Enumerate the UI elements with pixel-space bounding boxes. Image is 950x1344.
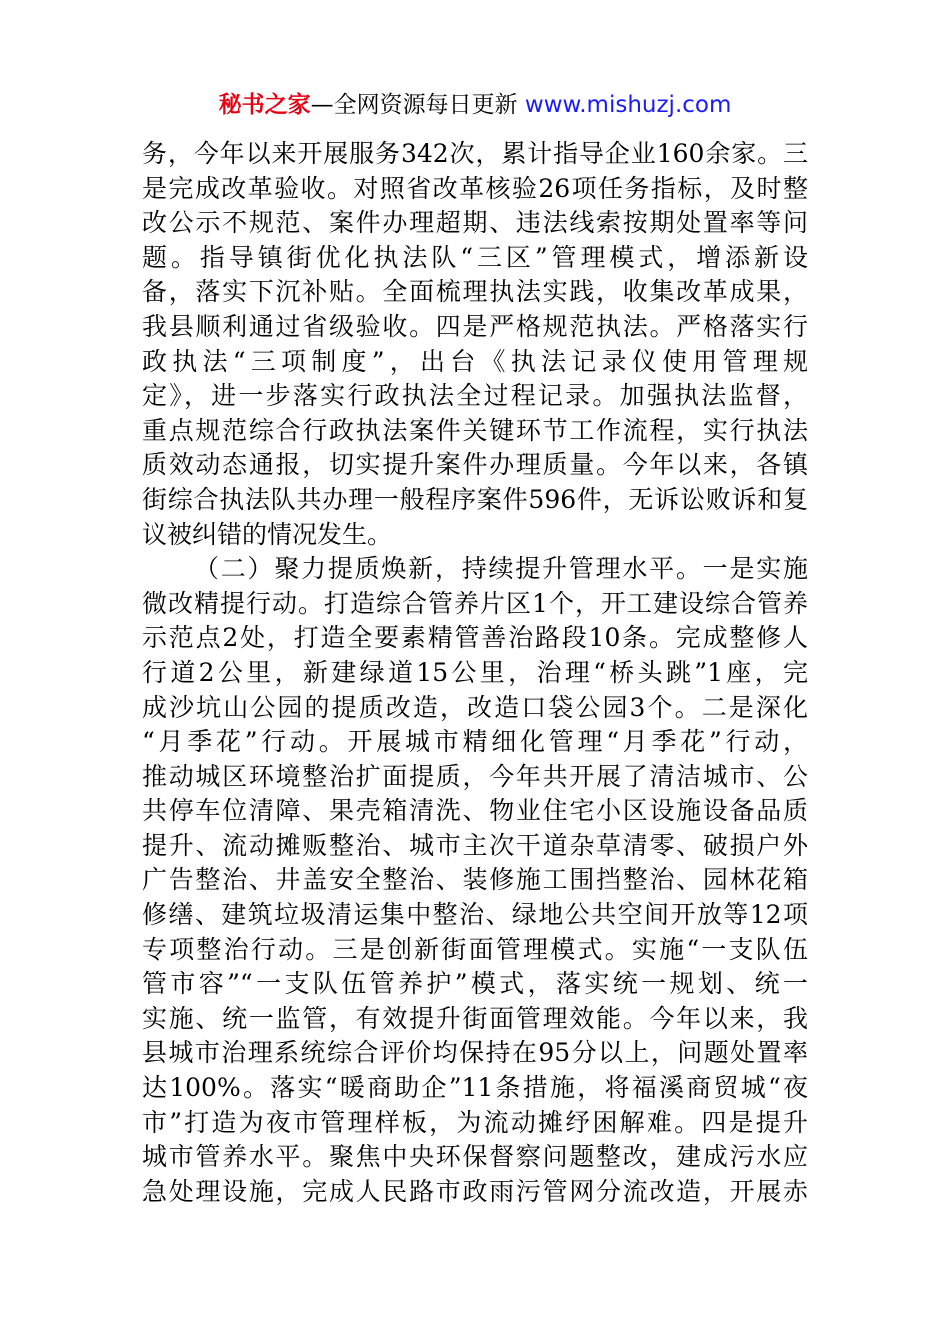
body-line: 共停车位清障、果壳箱清洗、物业住宅小区设施设备品质 bbox=[142, 796, 808, 826]
body-line: 重点规范综合行政执法案件关键环节工作流程，实行执法 bbox=[142, 415, 808, 445]
document-body bbox=[142, 137, 808, 1209]
body-line: 急处理设施，完成人民路市政雨污管网分流改造，开展赤 bbox=[142, 1176, 808, 1206]
body-line: 定》，进一步落实行政执法全过程记录。加强执法监督， bbox=[142, 381, 808, 411]
section-heading-line: （二）聚力提质焕新，持续提升管理水平。一是实施 bbox=[194, 554, 808, 584]
body-line: 修缮、建筑垃圾清运集中整治、绿地公共空间开放等12项 bbox=[142, 900, 808, 930]
body-line: 街综合执法队共办理一般程序案件596件，无诉讼败诉和复 bbox=[142, 484, 808, 514]
site-url-link[interactable]: www.mishuzj.com bbox=[524, 92, 732, 118]
body-line: 实施、统一监管，有效提升街面管理效能。今年以来，我 bbox=[142, 1003, 808, 1033]
body-line: 示范点2处，打造全要素精管善治路段10条。完成整修人 bbox=[142, 623, 808, 653]
body-line: 专项整治行动。三是创新街面管理模式。实施“一支队伍 bbox=[142, 934, 808, 964]
site-brand: 秘书之家 bbox=[218, 92, 311, 118]
body-line: 行道2公里，新建绿道15公里，治理“桥头跳”1座，完 bbox=[142, 657, 808, 687]
body-line: 是完成改革验收。对照省改革核验26项任务指标，及时整 bbox=[142, 173, 808, 203]
body-line: 我县顺利通过省级验收。四是严格规范执法。严格落实行 bbox=[142, 311, 808, 341]
body-line: 达100%。落实“暖商助企”11条措施，将福溪商贸城“夜 bbox=[142, 1073, 808, 1103]
body-line: 微改精提行动。打造综合管养片区1个，开工建设综合管养 bbox=[142, 588, 808, 618]
body-line: 城市管养水平。聚焦中央环保督察问题整改，建成污水应 bbox=[142, 1142, 808, 1172]
body-line: 成沙坑山公园的提质改造，改造口袋公园3个。二是深化 bbox=[142, 692, 808, 722]
body-line: 广告整治、井盖安全整治、装修施工围挡整治、园林花箱 bbox=[142, 865, 808, 895]
body-line: 推动城区环境整治扩面提质，今年共开展了清洁城市、公 bbox=[142, 761, 808, 791]
body-line: 题。指导镇街优化执法队“三区”管理模式，增添新设 bbox=[142, 242, 808, 272]
body-line: 务，今年以来开展服务342次，累计指导企业160余家。三 bbox=[142, 139, 808, 168]
paragraph-end-line: 议被纠错的情况发生。 bbox=[142, 519, 393, 549]
body-line: 改公示不规范、案件办理超期、违法线索按期处置率等问 bbox=[142, 208, 808, 238]
body-line: 管市容”“一支队伍管养护”模式，落实统一规划、统一 bbox=[142, 969, 808, 999]
body-line: 质效动态通报，切实提升案件办理质量。今年以来，各镇 bbox=[142, 450, 808, 480]
body-line: 提升、流动摊贩整治、城市主次干道杂草清零、破损户外 bbox=[142, 830, 808, 860]
site-tagline: —全网资源每日更新 bbox=[310, 92, 518, 118]
body-line: 县城市治理系统综合评价均保持在95分以上，问题处置率 bbox=[142, 1038, 808, 1068]
body-line: “月季花”行动。开展城市精细化管理“月季花”行动， bbox=[142, 727, 808, 757]
body-line: 备，落实下沉补贴。全面梳理执法实践，收集改革成果， bbox=[142, 277, 808, 307]
body-line: 市”打造为夜市管理样板，为流动摊纾困解难。四是提升 bbox=[142, 1107, 808, 1137]
body-line: 政执法“三项制度”，出台《执法记录仪使用管理规 bbox=[142, 346, 808, 376]
site-header bbox=[0, 88, 950, 122]
